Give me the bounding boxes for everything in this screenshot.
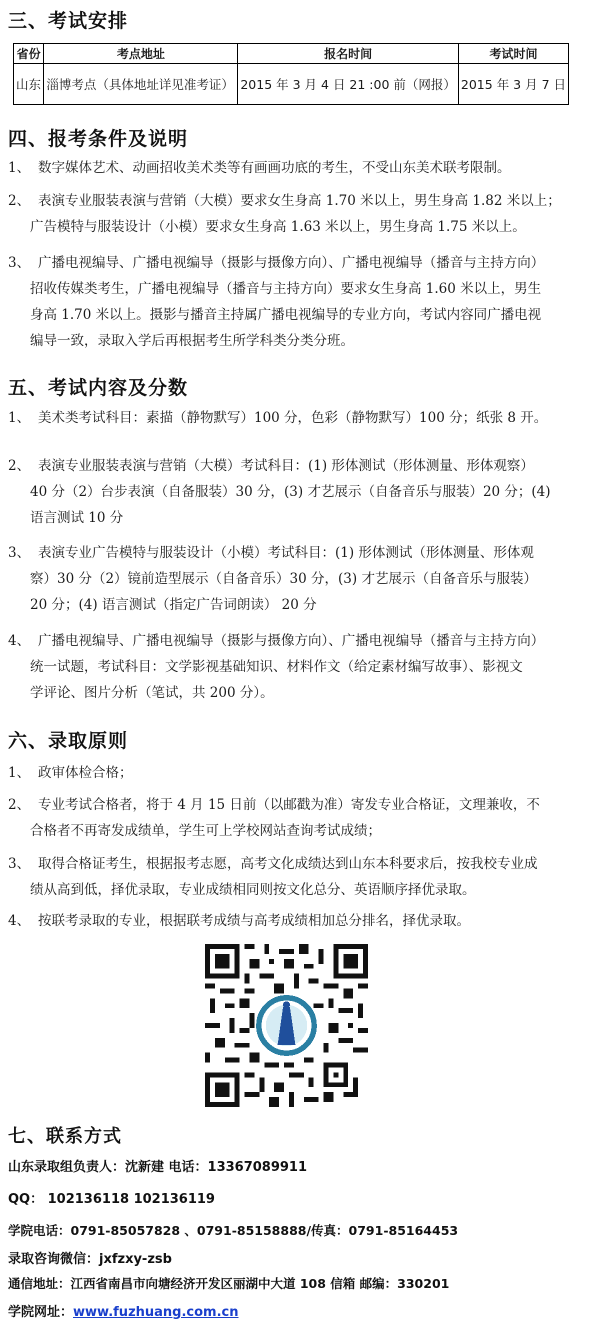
sec6-item-1 <box>8 760 596 786</box>
item-line: 广播电视编导、广播电视编导（摄影与摄像方向）、广播电视编导（播音与主持方向） <box>38 633 545 649</box>
contact-website <box>8 1301 239 1320</box>
section-7-title: 七、联系方式 <box>8 1126 122 1147</box>
item-number: 4、 <box>8 913 31 929</box>
item-line: 合格者不再寄发成绩单，学生可上学校网站查询考试成绩； <box>30 823 381 839</box>
section-6-title: 六、录取原则 <box>8 730 129 752</box>
section-5-title: 五、考试内容及分数 <box>8 377 189 399</box>
header-exam-time: 考试时间 <box>458 44 568 64</box>
cell-location: 淄博考点（具体地址详见准考证） <box>44 64 238 105</box>
item-number: 2、 <box>8 797 31 813</box>
contact-wechat: 录取咨询微信：jxfzxy-zsb <box>8 1252 172 1267</box>
sec5-item-4 <box>8 628 596 706</box>
contact-manager: 山东录取组负责人：沈新建 电话：13367089911 <box>8 1160 308 1175</box>
item-line: 编导一致，录取入学后再根据考生所学科类分类分班。 <box>30 333 354 349</box>
item-line: 表演专业广告模特与服装设计（小模）考试科目：(1) 形体测试（形体测量、形体观 <box>38 545 534 561</box>
table-row <box>14 64 569 105</box>
table-header-row <box>14 44 569 64</box>
sec5-item-2 <box>8 453 596 531</box>
exam-schedule-table <box>13 43 569 105</box>
item-number: 1、 <box>8 410 31 426</box>
header-location: 考点地址 <box>44 44 238 64</box>
item-line: 身高 1.70 米以上。摄影与播音主持属广播电视编导的专业方向，考试内容同广播电视 <box>30 307 542 323</box>
item-line: 按联考录取的专业，根据联考成绩与高考成绩相加总分排名，择优录取。 <box>38 913 470 929</box>
item-number: 2、 <box>8 193 31 209</box>
cell-province: 山东 <box>14 64 44 105</box>
item-number: 3、 <box>8 255 31 271</box>
item-line: 美术类考试科目：素描（静物默写）100 分，色彩（静物默写）100 分；纸张 8 开。 <box>38 410 548 426</box>
website-label: 学院网址： <box>8 1305 74 1320</box>
item-line: 语言测试 10 分 <box>30 510 124 526</box>
qr-code-graphic <box>205 944 368 1107</box>
item-number: 3、 <box>8 856 31 872</box>
item-line: 表演专业服装表演与营销（大模）要求女生身高 1.70 米以上，男生身高 1.82 米以上； <box>38 193 561 209</box>
item-line: 学评论、图片分析（笔试，共 200 分）。 <box>30 685 274 701</box>
sec4-item-1 <box>8 155 596 181</box>
sec5-item-1 <box>8 405 596 431</box>
qr-code-icon <box>205 944 368 1107</box>
contact-qq: QQ： 102136118 102136119 <box>8 1192 215 1207</box>
item-line: 广播电视编导、广播电视编导（摄影与摄像方向）、广播电视编导（播音与主持方向） <box>38 255 545 271</box>
header-province: 省份 <box>14 44 44 64</box>
contact-address: 通信地址：江西省南昌市向塘经济开发区丽湖中大道 108 信箱 邮编：330201 <box>8 1276 450 1291</box>
item-number: 1、 <box>8 765 31 781</box>
section-4-title: 四、报考条件及说明 <box>8 128 189 150</box>
item-number: 4、 <box>8 633 31 649</box>
item-line: 政审体检合格； <box>38 765 133 781</box>
sec6-item-4 <box>8 908 596 934</box>
item-number: 1、 <box>8 160 31 176</box>
item-line: 40 分（2）台步表演（自备服装）30 分，(3) 才艺展示（自备音乐与服装）20 分；(4) <box>30 484 551 500</box>
sec5-item-3 <box>8 540 596 618</box>
item-line: 20 分；(4) 语言测试（指定广告词朗读） 20 分 <box>30 597 317 613</box>
item-line: 统一试题，考试科目：文学影视基础知识、材料作文（给定素材编写故事）、影视文 <box>30 659 523 675</box>
item-number: 2、 <box>8 458 31 474</box>
sec4-item-3 <box>8 250 596 354</box>
sec6-item-3 <box>8 851 596 903</box>
cell-exam-time: 2015 年 3 月 7 日 <box>458 64 568 105</box>
sec6-item-2 <box>8 792 596 844</box>
item-line: 招收传媒类考生，广播电视编导（播音与主持方向）要求女生身高 1.60 米以上，男生 <box>30 281 542 297</box>
item-number: 3、 <box>8 545 31 561</box>
website-link[interactable]: www.fuzhuang.com.cn <box>73 1305 239 1320</box>
header-register-time: 报名时间 <box>238 44 459 64</box>
item-line: 取得合格证考生，根据报考志愿，高考文化成绩达到山东本科要求后，按我校专业成 <box>38 856 538 872</box>
item-line: 表演专业服装表演与营销（大模）考试科目：(1) 形体测试（形体测量、形体观察） <box>38 458 534 474</box>
item-line: 察）30 分（2）镜前造型展示（自备音乐）30 分，(3) 才艺展示（自备音乐与服装） <box>30 571 537 587</box>
section-3-title: 三、考试安排 <box>8 10 129 32</box>
item-line: 绩从高到低，择优录取，专业成绩相同则按文化总分、英语顺序择优录取。 <box>30 882 476 898</box>
item-line: 数字媒体艺术、动画招收美术类等有画画功底的考生，不受山东美术联考限制。 <box>38 160 511 176</box>
sec4-item-2 <box>8 188 596 240</box>
contact-phone: 学院电话：0791-85057828 、0791-85158888/传真：0791-85164453 <box>8 1223 459 1238</box>
item-line: 专业考试合格者，将于 4 月 15 日前（以邮戳为准）寄发专业合格证，文理兼收，不 <box>38 797 540 813</box>
item-line: 广告模特与服装设计（小模）要求女生身高 1.63 米以上，男生身高 1.75 米以上。 <box>30 219 526 235</box>
cell-register-time: 2015 年 3 月 4 日 21 :00 前（网报） <box>238 64 459 105</box>
